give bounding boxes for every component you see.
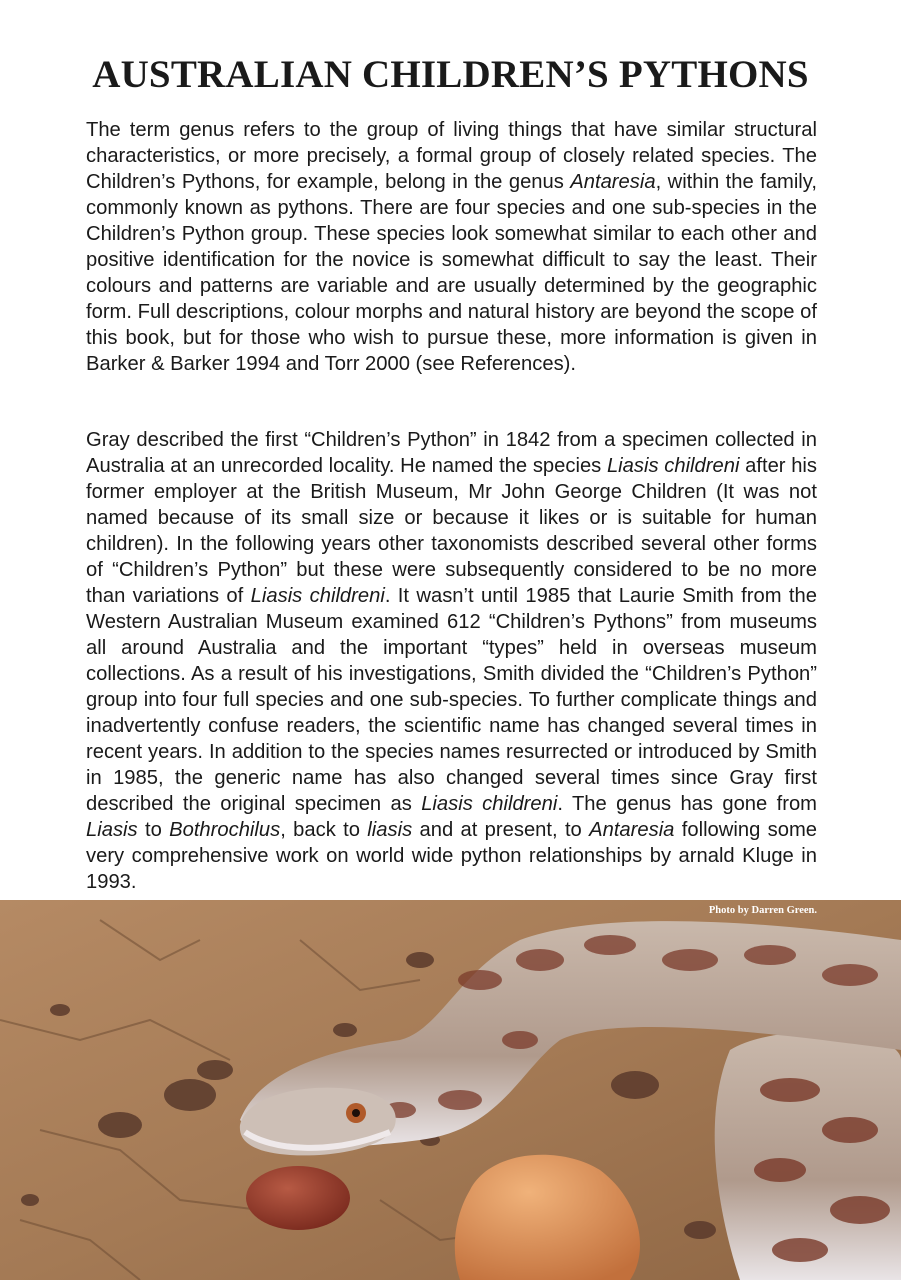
italic-term: Liasis childreni	[606, 455, 740, 477]
italic-term: Liasis	[86, 819, 138, 841]
photo-credit: Photo by Darren Green.	[708, 905, 817, 916]
body-paragraph-genus: The term genus refers to the group of living things that have similar structural characteristics, or more precisely, a formal group of closely related species. The Children’s Pythons, for example, belong in the genus Antaresia, within the family, commonly known as pythons. There are four species and one sub-species in the Children’s Python group. These species look somewhat similar to each other and positive identification for the novice is somewhat difficult to say the least. Their colours and patterns are variable and are usually determined by the geographic form. Full descriptions, colour morphs and natural history are beyond the scope of this book, but for those who wish to pursue these, more information is given in Barker & Barker 1994 and Torr 2000 (see References).	[86, 119, 817, 375]
italic-term: liasis	[367, 819, 413, 841]
italic-term: Antaresia	[589, 819, 675, 841]
body-paragraph-history: Gray described the first “Children’s Python” in 1842 from a specimen collected in Australia at an unrecorded locality. He named the species Liasis childreni after his former employer at the British Museum, Mr John George Children (It was not named because of its small size or because it likes or is suitable for human children). In the following years other taxonomists described several other forms of “Children’s Python” but these were subsequently considered to be no more than variations of Liasis childreni. It wasn’t until 1985 that Laurie Smith from the Western Australian Museum examined 612 “Children’s Pythons” from museums all around Australia and the important “types” held in overseas museum collections. As a result of his investigations, Smith divided the “Children’s Python” group into four full species and one sub-species. To further complicate things and inadvertently confuse readers, the scientific name has changed several times in recent years. In addition to the species names resurrected or introduced by Smith in 1985, the generic name has also changed several times since Gray first described the original specimen as Liasis childreni. The genus has gone from Liasis to Bothrochilus, back to liasis and at present, to Antaresia following some very comprehensive work on world wide python relationships by arnald Kluge in 1993.	[86, 429, 817, 893]
python-photo	[0, 900, 901, 1280]
italic-term: Bothrochilus	[169, 819, 281, 841]
italic-term: Liasis childreni	[421, 793, 558, 815]
italic-term: Liasis childreni	[250, 585, 385, 607]
italic-term: Antaresia	[570, 171, 656, 193]
page-title: AUSTRALIAN CHILDREN’S PYTHONS	[92, 53, 809, 96]
